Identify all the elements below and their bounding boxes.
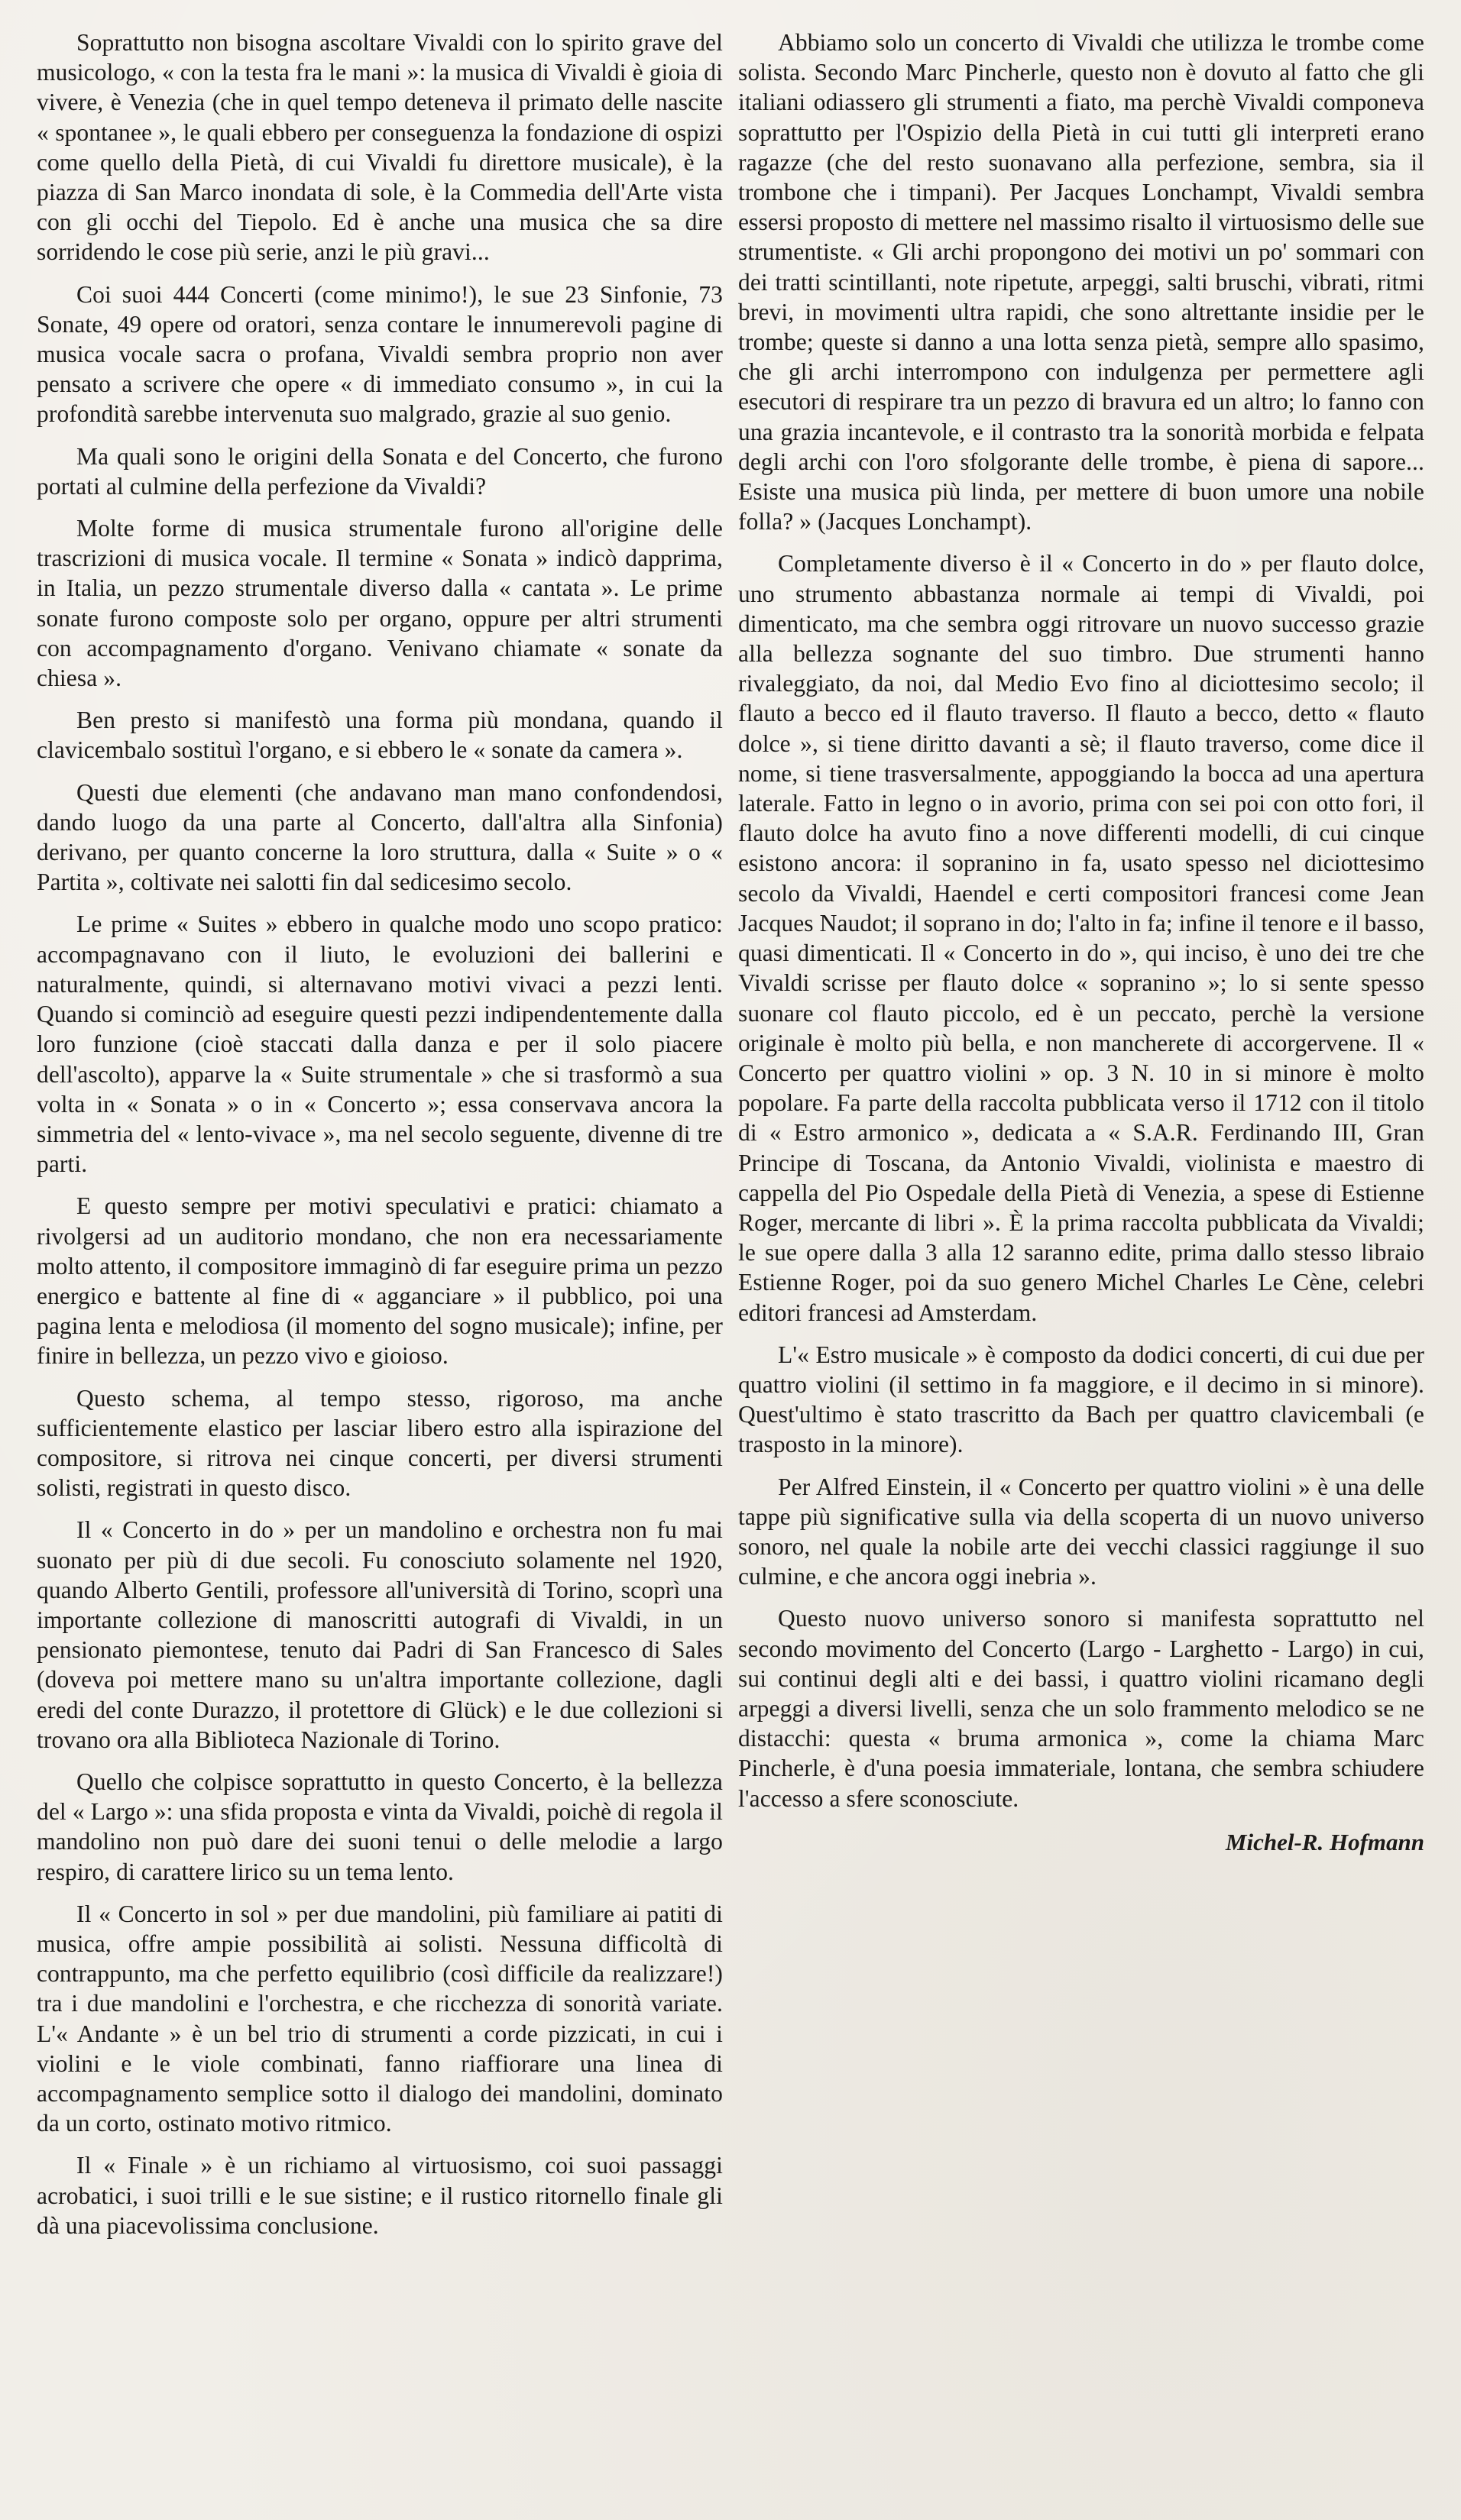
paragraph-left-10: Il « Concerto in do » per un mandolino e orchestra non fu mai suonato per più di due secoli. Fu conosciuto solamente nel 1920, quando Alberto Gentili, professore all'università di Torino, scoprì una importante collezione di manoscritti autografi di Vivaldi, in un pensionato piemontese, tenuto dai Padri di San Francesco di Sales (doveva poi mettere mano su un'altra importante collezione, dagli eredi del conte Durazzo, il protettore di Glück) e le due collezioni si trovano ora alla Biblioteca Nazionale di Torino. — [37, 1516, 723, 1753]
paragraph-left-12: Il « Concerto in sol » per due mandolini, più familiare ai patiti di musica, offre ampie possibilità ai solisti. Nessuna difficoltà di contrappunto, ma che perfetto equilibrio (così difficile da realizzare!) tra i due mandolini e l'orchestra, e che ricchezza di sonorità variate. L'« Andante » è un bel trio di strumenti a corde pizzicati, in cui i violini e le viole combinati, fanno riaffiorare una linea di accompagnamento semplice sotto il dialogo dei mandolini, dominato da un corto, ostinato motivo ritmico. — [37, 1900, 723, 2137]
paragraph-left-13: Il « Finale » è un richiamo al virtuosismo, coi suoi passaggi acrobatici, i suoi trilli e le sue sistine; e il rustico ritornello finale gli dà una piacevolissima conclusione. — [37, 2152, 723, 2239]
paragraph-right-5: Questo nuovo universo sonoro si manifesta soprattutto nel secondo movimento del Concerto (Largo - Larghetto - Largo) in cui, sui continui degli alti e dei bassi, i quattro violini ricamano degli arpeggi a diversi livelli, senza che un solo frammento melodico se ne distacchi: questa « bruma armonica », come la chiama Marc Pincherle, è d'una poesia immateriale, lontana, che sembra schiudere l'accesso a sfere sconosciute. — [738, 1605, 1424, 1812]
paragraph-left-1: Soprattutto non bisogna ascoltare Vivaldi con lo spirito grave del musicologo, « con la testa fra le mani »: la musica di Vivaldi è gioia di vivere, è Venezia (che in quel tempo deteneva il primato delle nascite « spontanee », le quali ebbero per conseguenza la fondazione di ospizi come quello della Pietà, di cui Vivaldi fu direttore musicale), è la piazza di San Marco inondata di sole, è la Commedia dell'Arte vista con gli occhi del Tiepolo. Ed è anche una musica che sa dire sorridendo le cose più serie, anzi le più gravi... — [37, 29, 723, 266]
paragraph-left-3: Ma quali sono le origini della Sonata e del Concerto, che furono portati al culmine della perfezione da Vivaldi? — [37, 442, 723, 500]
left-column — [37, 27, 723, 2253]
paragraph-left-9: Questo schema, al tempo stesso, rigoroso, ma anche sufficientemente elastico per lasciar libero estro alla ispirazione del compositore, si ritrova nei cinque concerti, per diversi strumenti solisti, registrati in questo disco. — [37, 1384, 723, 1502]
author-signature: Michel-R. Hofmann — [1225, 1828, 1424, 1855]
paragraph-left-8: E questo sempre per motivi speculativi e pratici: chiamato a rivolgersi ad un auditorio mondano, che non era necessariamente molto attento, il compositore immaginò di far eseguire prima un pezzo energico e battente al fine di « agganciare » il pubblico, poi una pagina lenta e melodiosa (il momento del sogno musicale); infine, per finire in bellezza, un pezzo vivo e gioioso. — [37, 1192, 723, 1370]
paragraph-left-7: Le prime « Suites » ebbero in qualche modo uno scopo pratico: accompagnavano con il liuto, le evoluzioni dei ballerini e naturalmente, quindi, si alternavano motivi vivaci a pezzi lenti. Quando si cominciò ad eseguire questi pezzi indipendentemente dalla loro funzione (cioè staccati dalla danza e per il solo piacere dell'ascolto), apparve la « Suite strumentale » che si trasformò a sua volta in « Sonata » o in « Concerto »; essa conservava ancora la simmetria del « lento-vivace », ma nel secolo seguente, divenne di tre parti. — [37, 911, 723, 1178]
paragraph-left-11: Quello che colpisce soprattutto in questo Concerto, è la bellezza del « Largo »: una sfida proposta e vinta da Vivaldi, poichè di regola il mandolino non può dare dei suoni tenui o delle melodie a largo respiro, di carattere lirico su un tema lento. — [37, 1768, 723, 1885]
paragraph-left-4: Molte forme di musica strumentale furono all'origine delle trascrizioni di musica vocale. Il termine « Sonata » indicò dapprima, in Italia, un pezzo strumentale diverso dalla « cantata ». Le prime sonate furono composte solo per organo, oppure per altri strumenti con accompagnamento d'organo. Venivano chiamate « sonate da chiesa ». — [37, 515, 723, 692]
paragraph-right-2: Completamente diverso è il « Concerto in do » per flauto dolce, uno strumento abbastanza normale ai tempi di Vivaldi, poi dimenticato, ma che sembra oggi ritrovare un nuovo successo grazie alla bellezza sognante del suo timbro. Due strumenti hanno rivaleggiato, da noi, dal Medio Evo fino al diciottesimo secolo; il flauto a becco ed il flauto traverso. Il flauto a becco, detto « flauto dolce », si tiene diritto davanti a sè; il flauto traverso, come dice il nome, si tiene trasversalmente, appoggiando la bocca ad una apertura laterale. Fatto in legno o in avorio, prima con sei poi con otto fori, il flauto dolce ha avuto fino a nove differenti modelli, di cui cinque esistono ancora: il sopranino in fa, usato spesso nel diciottesimo secolo da Vivaldi, Haendel e certi compositori francesi come Jean Jacques Naudot; il soprano in do; l'alto in fa; infine il tenore e il basso, quasi dimenticati. Il « Concerto in do », qui inciso, è uno dei tre che Vivaldi scrisse per flauto dolce « sopranino »; lo si sente spesso suonare col flauto piccolo, ed è un peccato, perchè la versione originale è molto più bella, e non mancherete di accorgervene. Il « Concerto per quattro violini » op. 3 N. 10 in si minore è molto popolare. Fa parte della raccolta pubblicata verso il 1712 con il titolo di « Estro armonico », dedicata a « S.A.R. Ferdinando III, Gran Principe di Toscana, da Antonio Vivaldi, violinista e maestro di cappella del Pio Ospedale della Pietà di Venezia, a spese di Estienne Roger, mercante di libri ». È la prima raccolta pubblicata da Vivaldi; le sue opere dalla 3 alla 12 saranno edite, prima dallo stesso libraio Estienne Roger, poi da suo genero Michel Charles Le Cène, celebri editori francesi ad Amsterdam. — [738, 550, 1424, 1326]
paragraph-left-2: Coi suoi 444 Concerti (come minimo!), le sue 23 Sinfonie, 73 Sonate, 49 opere od oratori, senza contare le innumerevoli pagine di musica vocale sacra o profana, Vivaldi sembra proprio non aver pensato a scrivere che opere « di immediato consumo », in cui la profondità sarebbe intervenuta suo malgrado, grazie al suo genio. — [37, 280, 723, 428]
paragraph-left-5: Ben presto si manifestò una forma più mondana, quando il clavicembalo sostituì l'organo, e si ebbero le « sonate da camera ». — [37, 707, 723, 764]
paragraph-right-4: Per Alfred Einstein, il « Concerto per quattro violini » è una delle tappe più significative sulla via della scoperta di un nuovo universo sonoro, nel quale la nobile arte dei vecchi classici raggiunge il suo culmine, e che ancora oggi inebria ». — [738, 1473, 1424, 1590]
paragraph-left-6: Questi due elementi (che andavano man mano confondendosi, dando luogo da una parte al Concerto, dall'altra alla Sinfonia) derivano, per quanto concerne la loro struttura, dalla « Suite » o « Partita », coltivate nei salotti fin dal sedicesimo secolo. — [37, 778, 723, 896]
two-column-layout — [37, 27, 1424, 2253]
paragraph-right-1: Abbiamo solo un concerto di Vivaldi che utilizza le trombe come solista. Secondo Marc Pincherle, questo non è dovuto al fatto che gli italiani odiassero gli strumenti a fiato, ma perchè Vivaldi componeva soprattutto per l'Ospizio della Pietà in cui tutti gli interpreti erano ragazze (che del resto suonavano alla perfezione, sembra, sia il trombone che i timpani). Per Jacques Lonchampt, Vivaldi sembra essersi proposto di mettere nel massimo risalto il virtuosismo delle sue strumentiste. « Gli archi propongono dei motivi un po' sommari con dei tratti scintillanti, note ripetute, arpeggi, salti bruschi, vibrati, ritmi brevi, in movimenti ultra rapidi, che sono altrettante insidie per le trombe; queste si danno a una lotta senza pietà, sempre allo spasimo, che gli archi interrompono con indulgenza per permettere agli esecutori di respirare tra un pezzo di bravura ed un altro; lo fanno con una grazia incantevole, e il contrasto tra la sonorità morbida e felpata degli archi con l'oro sfolgorante delle trombe, è piena di sapore... Esiste una musica più linda, per mettere di buon umore una nobile folla? » (Jacques Lonchampt). — [738, 29, 1424, 535]
signature-block — [738, 1829, 1424, 1856]
right-column — [738, 27, 1424, 2253]
paragraph-right-3: L'« Estro musicale » è composto da dodici concerti, di cui due per quattro violini (il settimo in fa maggiore, e il decimo in si minore). Quest'ultimo è stato trascritto da Bach per quattro clavicembali (e trasposto in la minore). — [738, 1341, 1424, 1458]
